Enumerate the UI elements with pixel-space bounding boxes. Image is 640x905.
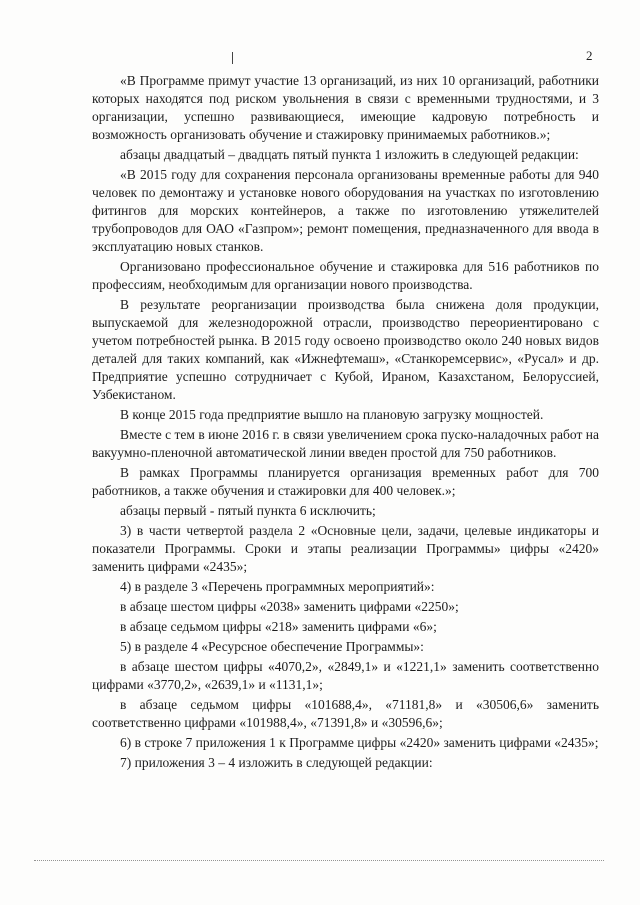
paragraph-15: в абзаце шестом цифры «4070,2», «2849,1» и «1221,1» заменить соответственно цифрами «3770,2», «2639,1» и «1131,1»; — [92, 659, 599, 692]
paragraph-14: 5) в разделе 4 «Ресурсное обеспечение Программы»: — [120, 639, 424, 654]
paragraph-18: 7) приложения 3 – 4 изложить в следующей редакции: — [120, 755, 433, 770]
paragraph-5: В результате реорганизации производства была снижена доля продукции, выпускаемой для железнодорожной отрасли, производство переориентировано с учетом потребностей рынка. В 2015 году освоено производство около 240 новых видов деталей для таких компаний, как «Ижнефтемаш», «Станкоремсервис», «Русал» и др. Предприятие успешно сотрудничает с Кубой, Ираном, Казахстаном, Белоруссией, Узбекистаном. — [92, 297, 599, 402]
paragraph-12: в абзаце шестом цифры «2038» заменить цифрами «2250»; — [120, 599, 459, 614]
scan-dotted-line — [34, 860, 604, 861]
page-number: 2 — [586, 48, 593, 63]
paragraph-8: В рамках Программы планируется организация временных работ для 700 работников, а также обучения и стажировки для 400 человек.»; — [92, 465, 599, 498]
paragraph-1: «В Программе примут участие 13 организаций, из них 10 организаций, работники которых находятся под риском увольнения в связи с временными трудностями, и 3 организации, успешно развивающиеся, имеющие кадровую потребность и возможность организовать обучение и стажировку принимаемых работников.»; — [92, 73, 599, 142]
paragraph-16: в абзаце седьмом цифры «101688,4», «71181,8» и «30506,6» заменить соответственно цифрами «101988,4», «71391,8» и «30596,6»; — [92, 697, 599, 730]
paragraph-17: 6) в строке 7 приложения 1 к Программе цифры «2420» заменить цифрами «2435»; — [120, 735, 599, 750]
paragraph-6: В конце 2015 года предприятие вышло на плановую загрузку мощностей. — [120, 407, 544, 422]
scan-mark — [232, 52, 233, 64]
paragraph-4: Организовано профессиональное обучение и стажировка для 516 работников по профессиям, необходимым для организации нового производства. — [92, 259, 599, 292]
paragraph-9: абзацы первый - пятый пункта 6 исключить; — [120, 503, 376, 518]
paragraph-7: Вместе с тем в июне 2016 г. в связи увеличением срока пуско-наладочных работ на вакуумно-пленочной автоматической линии введен простой для 750 работников. — [92, 427, 599, 460]
paragraph-3: «В 2015 году для сохранения персонала организованы временные работы для 940 человек по демонтажу и установке нового оборудования на участках по изготовлению фитингов для морских контейнеров, а также по изготовлению утяжелителей трубопроводов для ОАО «Газпром»; ремонт помещения, предназначенного для ввода в эксплуатацию новых станков. — [92, 167, 599, 254]
paragraph-13: в абзаце седьмом цифры «218» заменить цифрами «6»; — [120, 619, 437, 634]
paragraph-11: 4) в разделе 3 «Перечень программных мероприятий»: — [120, 579, 435, 594]
document-body — [92, 72, 599, 772]
paragraph-10: 3) в части четвертой раздела 2 «Основные цели, задачи, целевые индикаторы и показатели Программы. Сроки и этапы реализации Программы» цифры «2420» заменить цифрами «2435»; — [92, 523, 599, 574]
paragraph-2: абзацы двадцатый – двадцать пятый пункта 1 изложить в следующей редакции: — [120, 147, 579, 162]
